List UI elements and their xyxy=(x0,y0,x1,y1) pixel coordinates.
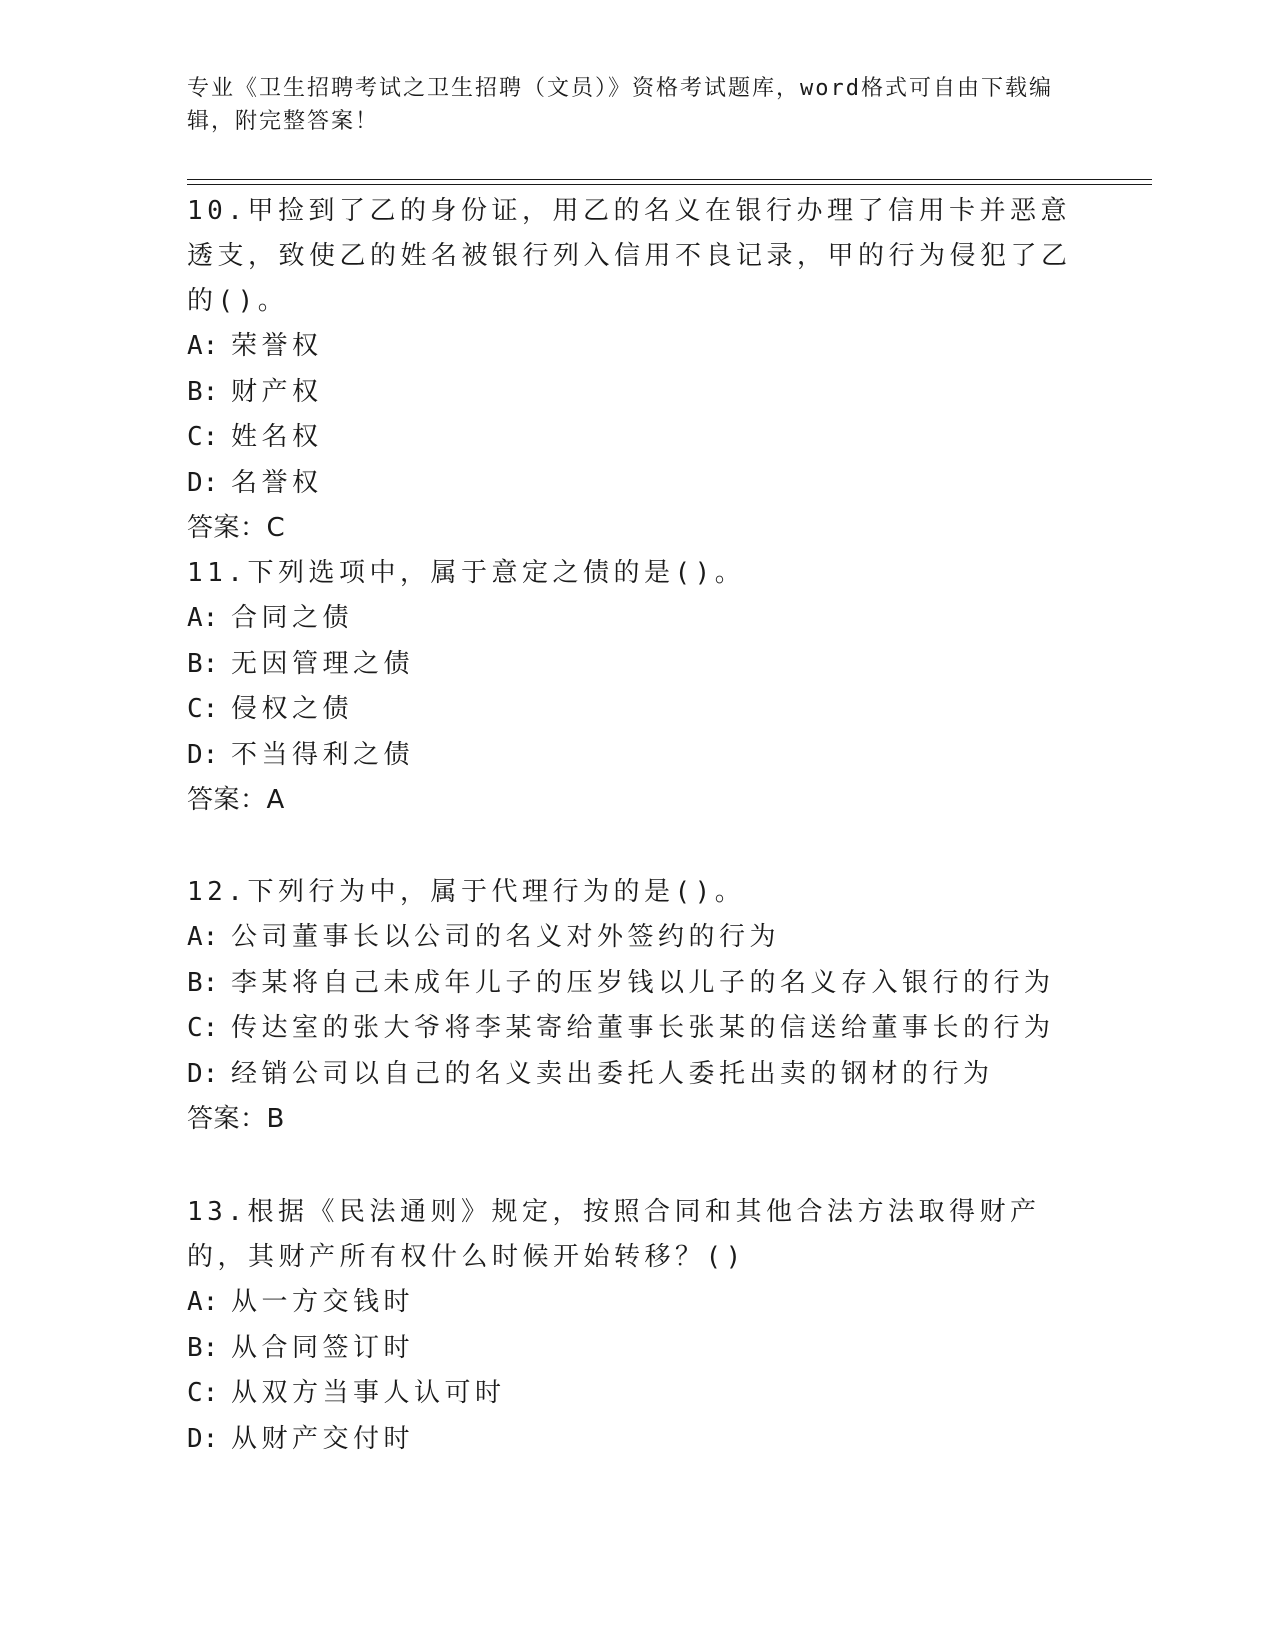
option-text: 公司董事长以公司的名义对外签约的行为 xyxy=(231,922,781,952)
option-b xyxy=(187,642,1087,688)
option-text: 经销公司以自己的名义卖出委托人委托出卖的钢材的行为 xyxy=(231,1058,994,1089)
option-key: B: xyxy=(187,648,219,679)
option-text: 荣誉权 xyxy=(231,331,323,361)
option-key: D: xyxy=(187,1058,219,1089)
option-b xyxy=(187,370,1087,416)
header-divider-top xyxy=(187,179,1152,180)
option-d xyxy=(187,461,1087,507)
option-text: 不当得利之债 xyxy=(231,739,415,770)
option-text: 从合同签订时 xyxy=(231,1332,415,1363)
option-key: B: xyxy=(187,967,219,998)
option-key: D: xyxy=(187,1423,219,1454)
option-key: D: xyxy=(187,467,219,498)
option-c xyxy=(187,415,1087,461)
option-key: B: xyxy=(187,376,219,407)
option-key: A: xyxy=(187,331,219,361)
option-text: 姓名权 xyxy=(231,422,323,452)
option-b xyxy=(187,961,1087,1007)
answer-line: 答案：B xyxy=(187,1104,285,1134)
document-header: 专业《卫生招聘考试之卫生招聘（文员）》资格考试题库，word格式可自由下载编辑，附完整答案！ xyxy=(187,76,1053,134)
option-key: A: xyxy=(187,603,219,633)
option-text: 侵权之债 xyxy=(231,694,354,724)
option-text: 传达室的张大爷将李某寄给董事长张某的信送给董事长的行为 xyxy=(231,1013,1055,1043)
question-text: 10.甲捡到了乙的身份证，用乙的名义在银行办理了信用卡并恶意透支，致使乙的姓名被银行列入信用不良记录，甲的行为侵犯了乙的()。 xyxy=(187,196,1072,316)
option-key: A: xyxy=(187,922,219,952)
option-a xyxy=(187,596,1087,642)
header-divider-bottom xyxy=(187,184,1152,185)
option-key: B: xyxy=(187,1332,219,1363)
option-key: C: xyxy=(187,694,219,724)
option-d xyxy=(187,1052,1087,1098)
option-text: 从财产交付时 xyxy=(231,1423,415,1454)
question-text: 13.根据《民法通则》规定，按照合同和其他合法方法取得财产的，其财产所有权什么时候开始转移？() xyxy=(187,1197,1041,1272)
question-11 xyxy=(187,551,1087,823)
option-text: 李某将自己未成年儿子的压岁钱以儿子的名义存入银行的行为 xyxy=(231,967,1055,998)
option-key: C: xyxy=(187,1378,219,1408)
question-text: 12.下列行为中，属于代理行为的是()。 xyxy=(187,877,746,907)
option-d xyxy=(187,733,1087,779)
question-10 xyxy=(187,189,1087,551)
option-d xyxy=(187,1417,1087,1463)
option-text: 合同之债 xyxy=(231,603,354,633)
option-c xyxy=(187,687,1087,733)
option-a xyxy=(187,324,1087,370)
question-13 xyxy=(187,1190,1087,1462)
option-c xyxy=(187,1006,1087,1052)
option-key: A: xyxy=(187,1287,219,1317)
answer-line: 答案：C xyxy=(187,513,286,543)
question-text: 11.下列选项中，属于意定之债的是()。 xyxy=(187,558,746,588)
answer-line: 答案：A xyxy=(187,785,285,815)
option-b xyxy=(187,1326,1087,1372)
option-key: C: xyxy=(187,1013,219,1043)
option-text: 从双方当事人认可时 xyxy=(231,1378,506,1408)
option-text: 财产权 xyxy=(231,376,323,407)
option-a xyxy=(187,915,1087,961)
option-text: 名誉权 xyxy=(231,467,323,498)
option-c xyxy=(187,1371,1087,1417)
option-a xyxy=(187,1280,1087,1326)
question-12 xyxy=(187,870,1087,1142)
option-key: D: xyxy=(187,739,219,770)
option-text: 从一方交钱时 xyxy=(231,1287,415,1317)
option-key: C: xyxy=(187,422,219,452)
option-text: 无因管理之债 xyxy=(231,648,415,679)
